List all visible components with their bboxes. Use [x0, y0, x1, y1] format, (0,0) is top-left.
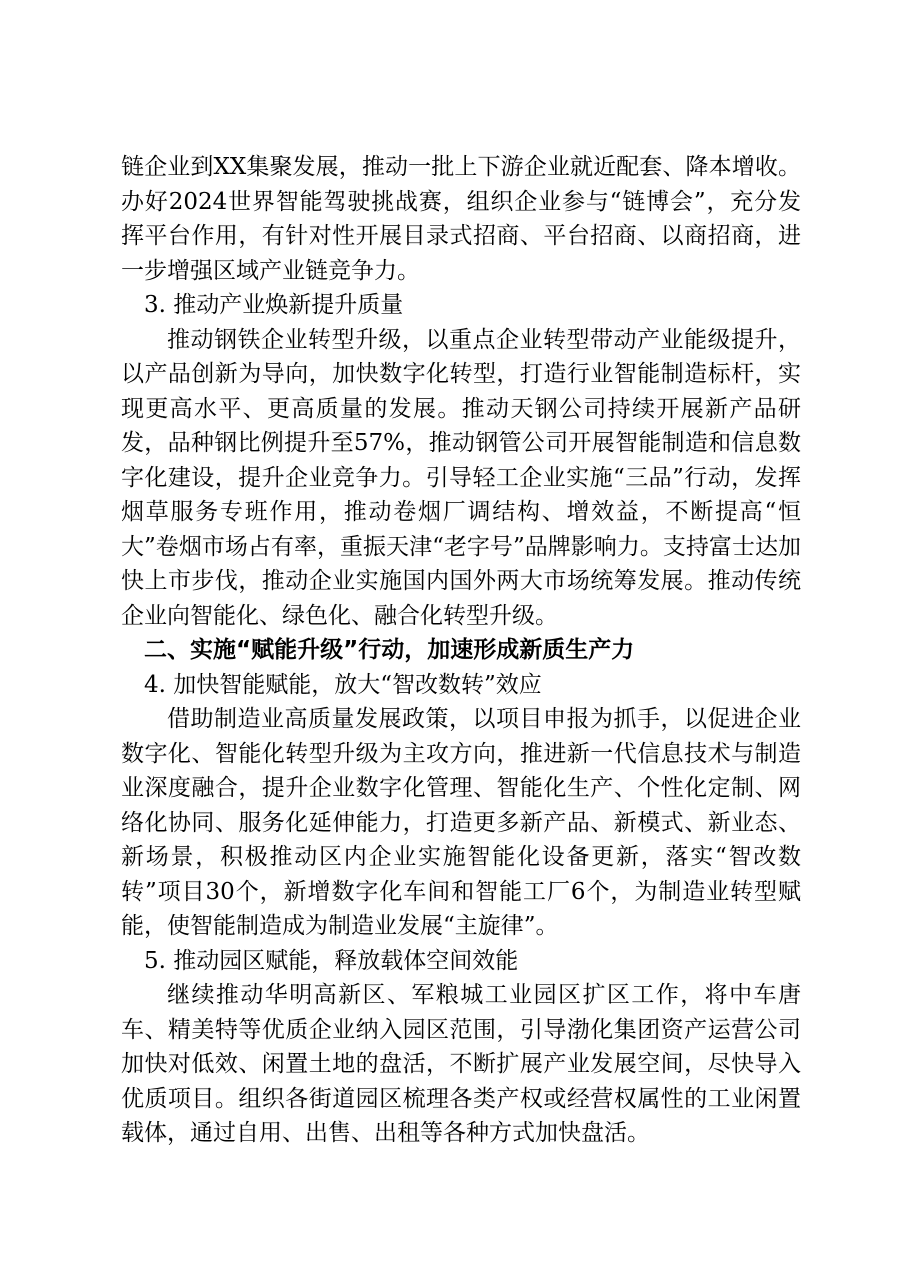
section-3-title: 3. 推动产业焕新提升质量: [144, 292, 404, 318]
chapter-2-heading: 二、实施“赋能升级”行动，加速形成新质生产力: [144, 637, 635, 663]
section-5-body: 继续推动华明高新区、军粮城工业园区扩区工作，将中车唐车、精美特等优质企业纳入园区范围，引导渤化集团资产运营公司加快对低效、闲置土地的盘活，不断扩展产业发展空间，尽快导入优质项目。组织各街道园区梳理各类产权或经营权属性的工业闲置载体，通过自用、出售、出租等各种方式加快盘活。: [121, 982, 801, 1146]
section-5-title: 5. 推动园区赋能，释放载体空间效能: [144, 947, 519, 974]
document-body: [121, 150, 801, 1151]
section-3-body: 推动钢铁企业转型升级，以重点企业转型带动产业能级提升，以产品创新为导向，加快数字化转型，打造行业智能制造标杆，实现更高水平、更高质量的发展。推动天钢公司持续开展新产品研发，品种钢比例提升至57%，推动钢管公司开展智能制造和信息数字化建设，提升企业竞争力。引导轻工企业实施“三品”行动，发挥烟草服务专班作用，推动卷烟厂调结构、增效益，不断提高“恒大”卷烟市场占有率，重振天津“老字号”品牌影响力。支持富士达加快上市步伐，推动企业实施国内国外两大市场统筹发展。推动传统企业向智能化、绿色化、融合化转型升级。: [121, 326, 801, 629]
section-4-title: 4. 加快智能赋能，放大“智改数转”效应: [144, 671, 542, 698]
section-4-body: 借助制造业高质量发展政策，以项目申报为抓手，以促进企业数字化、智能化转型升级为主攻方向，推进新一代信息技术与制造业深度融合，提升企业数字化管理、智能化生产、个性化定制、网络化协同、服务化延伸能力，打造更多新产品、新模式、新业态、新场景，积极推动区内企业实施智能化设备更新，落实“智改数转”项目30个，新增数字化车间和智能工厂6个，为制造业转型赋能，使智能制造成为制造业发展“主旋律”。: [121, 706, 801, 939]
paragraph-continuation: 链企业到XX集聚发展，推动一批上下游企业就近配套、降本增收。办好2024世界智能驾驶挑战赛，组织企业参与“链博会”，充分发挥平台作用，有针对性开展目录式招商、平台招商、以商招商，进一步增强区域产业链竞争力。: [121, 154, 801, 284]
